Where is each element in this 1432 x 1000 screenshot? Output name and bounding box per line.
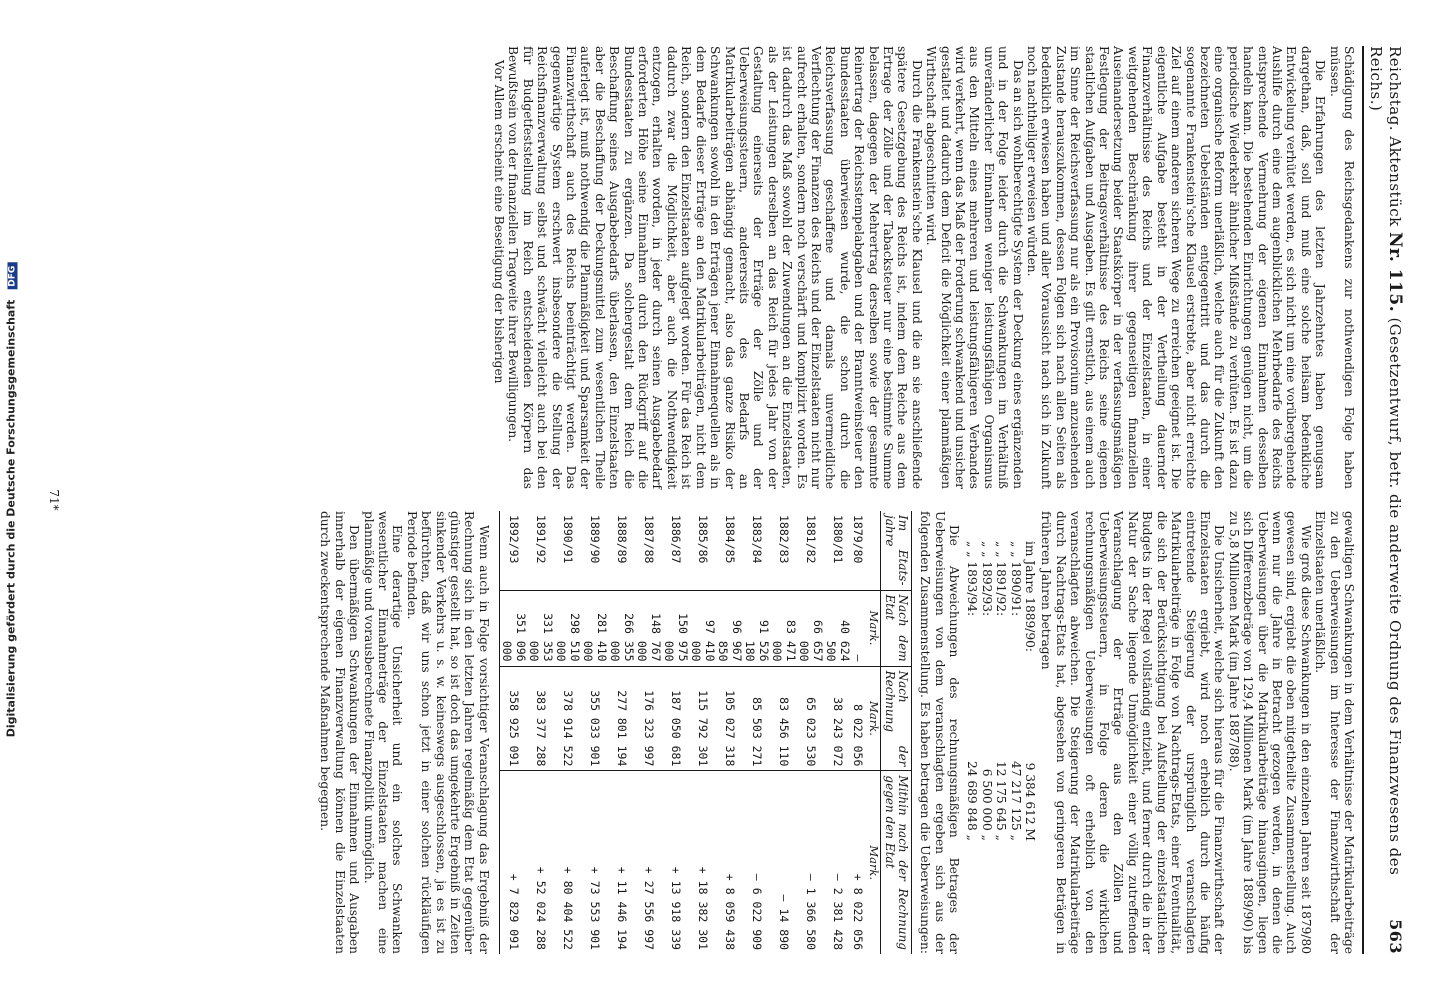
paragraph: Die Erfahrungen des letzten Jahrzehntes haben genugsam dargethan, daß, soll und muß eine solche heilsam bedenkliche Entwickelung verhütet werden, es sich nicht um eine vorübergehende Aushilfe durch eine dem augenblicklichen Mehrbedarfe des Reichs entsprechende Vermehrung der eigenen Einnahmen desselben handeln kann. Die bestehenden Einrichtungen genügen nicht, um die periodische Wiederkehr ähnlicher Mißstände zu verhüten. Es ist dazu eine organische Reform unerläßlich, welche auch für die Zukunft den bezeichneten Uebelständen entgegentritt und das durch die sogenannte Frankenstein'sche Klausel erstrebte, aber nicht erreichte Ziel auf einem anderen sicheren Wege zu erreichen geeignet ist. Die eigentliche Aufgabe besteht in der Vertheilung dauernder Finanzverhältnisse des Reichs und der Einzelstaaten, in einer weitgehenden Beschränkung ihrer gegenseitigen finanziellen Auseinandersetzung beider Staatskörper in der verfassungsmäßigen Festlegung der Beitragsverhältnisse des Reichs seine eigenen staatlichen Aufgaben und Ausgaben. Es gilt ernstlich, aus einem auch im Sinne der Reichsverfassung nur als ein Provisorium anzusehenden Zustande herauszukommen, dessen Folgen sich nach allen Seiten als bedenklich erwiesen haben und aller Voraussicht nach sich in Zukunft noch nachtheiliger erweisen würden. <box>1025 46 1328 489</box>
unit-cell: Mark. <box>864 771 880 954</box>
diff-sign: — <box>777 894 792 902</box>
diff-sign: + <box>534 866 549 874</box>
paragraph: Wie groß diese Schwankungen in den einzelnen Jahren seit 1879/80 gewesen sind, ergiebt die oben mitgetheilte Zusammenstellung. Auch wenn nur die Jahre in Betracht gezogen werden, in denen die Ueberweisungen über die Matrikularbeiträge hinausgingen, liegen sich Differenzbeträge von 129,4 Millionen Mark (im Jahre 1889/90) bis zu 5,8 Millionen Mark (im Jahre 1887/88). <box>1226 511 1313 954</box>
table-row <box>499 511 527 954</box>
table-row <box>797 511 824 954</box>
cell-etat: 40 624 500 <box>824 590 851 666</box>
diff-sign: — <box>831 873 846 881</box>
diff-value: 2 381 428 <box>831 887 846 950</box>
diff-value: 14 890 <box>777 908 792 950</box>
dfg-logo: DFG <box>8 263 18 290</box>
diff-value: 13 918 339 <box>669 880 684 950</box>
increase-amount: 12 175 645 <box>994 761 1009 831</box>
increase-unit: M <box>1023 828 1038 841</box>
diff-sign: + <box>615 866 630 874</box>
cell-year: 1880/81 <box>831 515 846 564</box>
diff-sign: + <box>696 866 711 874</box>
increase-row <box>1023 541 1037 841</box>
cell-rechnung: 83 456 110 <box>770 666 797 771</box>
cell-diff <box>527 771 554 954</box>
cell-diff <box>635 771 662 954</box>
cell-diff <box>851 771 865 954</box>
diff-value: 8 022 056 <box>851 887 866 950</box>
cell-year: 1885/86 <box>696 515 711 564</box>
table-row <box>824 511 851 954</box>
cell-diff <box>770 771 797 954</box>
cell-year: 1884/85 <box>723 515 738 564</box>
cell-year: 1886/87 <box>669 515 684 564</box>
cell-etat: 148 767 000 <box>635 590 662 666</box>
unit-row <box>864 511 880 954</box>
cell-rechnung: 115 792 301 <box>689 666 716 771</box>
cell-year: 1881/82 <box>804 515 819 564</box>
paragraph: Durch die Frankenstein'sche Klausel und die an sie anschließende spätere Gesetzgebung des Reichs ist, indem dem Reiche aus dem Ertrage der Zölle und der Tabacksteuer nur eine bestimmte Summe belassen, dagegen der Mehrertrag derselben sowie der gesammte Reinertrag der Reichsstempelabgaben und der Branntweinsteuer den Bundesstaaten überwiesen wurde, die schon durch die Reichsverfassung geschaffene und damals unvermeidliche Verflechtung der Finanzen des Reichs und der Einzelstaaten nicht nur aufrecht erhalten, sondern noch verschärft und komplizirt worden. Es ist dadurch das Maß sowohl der Zuwendungen an die Einzelstaaten, als der Leistungen derselben an das Reich für jedes Jahr von der Gestaltung einerseits der Erträge der Zölle und der Ueberweisungssteuern, andererseits des Bedarfs an Matrikularbeiträgen abhängig gemacht, also das ganze Risiko der Schwankungen sowohl in den Erträgen jener Einnahmequellen als in dem Bedarfe dieser Erträge an den Matrikularbeiträgen, nicht dem Reich, sondern den Einzelstaaten aufgelegt worden. Für das Reich ist dadurch zwar die Möglichkeit, aber auch die Nothwendigkeit entzogen, erhalten worden, in jeder durch seinen Ausgabebedarf erforderten Höhe seine Einnahmen durch den Rückgriff auf die Bundesstaaten zu ergänzen. Da solchergestalt dem Reich die Beschaffung seines Ausgabebedarfs überlassen, den Einzelstaaten aber die Beschaffung der Deckungsmittel zum wesentlichen Theile auferlegt ist, muß nothwendig die Planmäßigkeit und Sparsamkeit der Finanzwirthschaft auch des Reichs beeinträchtigt werden. Das gegenwärtige System erschwert insbesondere die Stellung der Reichsfinanzverwaltung selbst und schwächt vielleicht auch bei den für Budgetfeststellung im Reich entscheidenden Körpern das Bewußtsein von der finanziellen Tragweite ihrer Bewilligungen. <box>506 46 924 489</box>
diff-value: 18 382 301 <box>696 880 711 950</box>
cell-diff <box>554 771 581 954</box>
cell-year: 1891/92 <box>534 515 549 564</box>
page-header <box>1362 46 1405 954</box>
cell-etat: 266 355 000 <box>608 590 635 666</box>
diff-sign: + <box>669 866 684 874</box>
diff-value: 7 829 091 <box>507 887 522 950</box>
cell-year: 1887/88 <box>642 515 657 564</box>
table-row <box>689 511 716 954</box>
cell-etat: 298 510 000 <box>554 590 581 666</box>
header-left: Reichstag. Aktenstück <box>1386 46 1404 227</box>
increase-amount: 9 384 612 <box>1023 762 1038 825</box>
increase-year: „ „ 1892/93: <box>979 541 994 617</box>
cell-year: 1892/93 <box>499 511 527 590</box>
cell-etat: 66 657 000 <box>797 590 824 666</box>
cell-year: 1882/83 <box>777 515 792 564</box>
diff-sign: + <box>723 873 738 881</box>
diff-value: 6 022 909 <box>750 887 765 950</box>
cell-rechnung: 8 022 056 <box>851 666 865 771</box>
diff-sign: + <box>588 866 603 874</box>
increase-unit: „ <box>1008 834 1023 841</box>
diff-sign: + <box>561 866 576 874</box>
page-footer: 71* <box>47 489 61 511</box>
cell-etat: 97 410 000 <box>689 590 716 666</box>
cell-rechnung: 383 377 288 <box>527 666 554 771</box>
increase-unit: „ <box>965 834 980 841</box>
right-column-intro <box>1039 511 1356 954</box>
paragraph: Den übermäßigen Schwankungen der Einnahmen und Ausgaben innerhalb der eigenen Finanzverwaltung können die Einzelstaaten durch zweckentsprechende Maßnahmen begegnen. <box>318 511 362 954</box>
diff-value: 73 553 901 <box>588 880 603 950</box>
table-row <box>662 511 689 954</box>
nachtrag-increase-list <box>965 541 1037 954</box>
table-row <box>635 511 662 954</box>
cell-diff <box>689 771 716 954</box>
increase-year: „ „ 1893/94: <box>965 541 980 617</box>
header-title <box>1367 46 1405 919</box>
cell-year: 1883/84 <box>750 515 765 564</box>
column-header: Nach dem Etat <box>880 590 911 666</box>
increase-year: „ „ 1891/92: <box>994 541 1009 617</box>
increase-amount: 24 689 848 <box>965 761 980 831</box>
cell-year: 1879/80 <box>851 515 866 564</box>
cell-etat: 351 096 000 <box>499 590 527 666</box>
cell-rechnung: 277 801 194 <box>608 666 635 771</box>
right-column-outro <box>318 511 491 954</box>
cell-year: 1890/91 <box>561 515 576 564</box>
cell-etat: 96 967 850 <box>716 590 743 666</box>
cell-year: 1888/89 <box>615 515 630 564</box>
cell-rechnung: 187 050 681 <box>662 666 689 771</box>
paragraph: Das an sich wohlberechtigte System der Deckung eines ergänzenden und in der Folge leider durch die Schwankungen im Verhältniß unveränderlicher Einnahmen weniger leistungsfähigen Organismus aus den Mitteln eines mehreren und leistungsfähigeren Verbandes wird verkehrt, wenn das Maß der Forderung schwankend und unsicher gestaltet und dadurch dem Deficit die Möglichkeit einer planmäßigen Wirthschaft abgeschnitten wird. <box>924 46 1025 489</box>
cell-diff <box>662 771 689 954</box>
cell-rechnung: 176 323 997 <box>635 666 662 771</box>
cell-year: 1889/90 <box>588 515 603 564</box>
diff-value: 1 366 580 <box>804 887 819 950</box>
page-number: 563 <box>1386 919 1405 954</box>
page-body <box>46 46 1356 954</box>
increase-unit: „ <box>994 834 1009 841</box>
cell-rechnung: 358 925 091 <box>499 666 527 771</box>
increase-value <box>965 761 979 841</box>
cell-etat: 331 353 000 <box>527 590 554 666</box>
column-header: Mithin nach der Rechnung gegen den Etat <box>880 771 911 954</box>
cell-etat: — <box>851 590 865 666</box>
increase-row <box>965 541 979 841</box>
diff-sign: — <box>750 873 765 881</box>
cell-etat: 281 410 000 <box>581 590 608 666</box>
diff-value: 11 446 194 <box>615 880 630 950</box>
cell-diff <box>716 771 743 954</box>
table-row <box>770 511 797 954</box>
diff-value: 27 556 997 <box>642 880 657 950</box>
cell-diff <box>743 771 770 954</box>
diff-sign: + <box>642 866 657 874</box>
increase-value <box>1023 763 1037 841</box>
diff-value: 80 404 522 <box>561 880 576 950</box>
cell-rechnung: 85 503 271 <box>743 666 770 771</box>
unit-cell: Mark. <box>864 666 880 771</box>
paragraph: Die Unsicherheit, welche sich hieraus für die Finanzwirthschaft der Einzelstaaten ergiebt, wird noch erheblich durch die häufig eintretende Steigerung der ursprünglich veranschlagten Matrikularbeiträge in Folge von Nachtrags-Etats, einer Eventualität, die sich der Berücksichtigung bei Aufstellung der einzelstaatlichen Budgets in der Regel vollständig entzieht, und ferner durch die in der Natur der Sache liegende Unmöglichkeit einer völlig zutreffenden Veranschlagung der Erträge aus den Zöllen und Ueberweisungssteuern, in Folge deren die wirklichen rechnungsmäßigen Ueberweisungen oft erheblich von den veranschlagten abweichen. Die Steigerung der Matrikularbeiträge durch Nachtrags-Etats hat, abgesehen von geringeren Beträgen in früheren Jahren betragen <box>1039 511 1227 954</box>
cell-rechnung: 378 914 522 <box>554 666 581 771</box>
paragraph: gewaltigen Schwankungen in dem Verhältnisse der Matrikularbeiträge zu den Ueberweisungen im Interesse der Finanzwirthschaft der Einzelstaaten unerläßlich. <box>1313 511 1356 954</box>
paragraph: Wenn auch in Folge vorsichtiger Veranschlagung das Ergebniß der Rechnung sich in den letzten Jahren regelmäßig dem Etat gegenüber günstiger gestellt hat, so ist doch das umgekehrte Ergebniß in Zeiten sinkender Verkehrs u. s. w. keineswegs ausgeschlossen, ja es ist zu befürchten, daß wir uns schon jetzt in einer solchen rückläufigen Periode befinden. <box>404 511 491 954</box>
cell-etat: 91 526 180 <box>743 590 770 666</box>
column-header: Nach der Rechnung <box>880 666 911 771</box>
increase-value <box>994 761 1008 841</box>
cell-etat: 150 975 000 <box>662 590 689 666</box>
paragraph: Vor Allem erscheint eine Beseitigung der bisherigen <box>492 60 507 384</box>
cell-rechnung: 38 243 072 <box>824 666 851 771</box>
increase-value <box>1008 761 1022 841</box>
column-header: Im Etats-jahre <box>880 511 911 590</box>
increase-row <box>994 541 1008 841</box>
increase-amount: 6 500 000 <box>979 768 994 831</box>
diff-value: 52 024 288 <box>534 880 549 950</box>
increase-row <box>1008 541 1022 841</box>
table-row <box>851 511 865 954</box>
right-column <box>46 511 1356 954</box>
cell-rechnung: 65 023 530 <box>797 666 824 771</box>
diff-sign: + <box>851 873 866 881</box>
scanned-page <box>33 20 1413 980</box>
cell-diff <box>581 771 608 954</box>
credit-text: Digitalisierung gefördert durch die Deutsche Forschungsgemeinschaft <box>4 299 18 738</box>
increase-row <box>979 541 993 841</box>
transfers-table <box>499 511 912 954</box>
table-row <box>581 511 608 954</box>
table-row <box>527 511 554 954</box>
table-row <box>554 511 581 954</box>
paragraph: Schädigung des Reichsgedankens zur nothwendigen Folge haben müssen. <box>1327 46 1356 489</box>
cell-rechnung: 355 033 901 <box>581 666 608 771</box>
unit-cell <box>864 511 880 590</box>
cell-etat: 83 471 000 <box>770 590 797 666</box>
increase-amount: 47 217 125 <box>1008 761 1023 831</box>
diff-sign: — <box>804 873 819 881</box>
table-row <box>716 511 743 954</box>
diff-sign: + <box>507 873 522 881</box>
paragraph: Eine derartige Unsicherheit und ein solches Schwanken wesentlicher Einnahmeträge der Einzelstaaten machen eine planmäßige und vorausberechnete Finanzpolitik unmöglich. <box>361 511 405 954</box>
diff-value: 8 059 438 <box>723 887 738 950</box>
increase-value <box>979 769 993 841</box>
increase-year: „ „ 1890/91: <box>1008 541 1023 617</box>
left-column <box>46 46 1356 489</box>
unit-cell: Mark. <box>864 590 880 666</box>
header-number: Nr. 115. <box>1385 231 1405 313</box>
digitization-credit <box>0 0 22 1000</box>
increase-year: im Jahre 1889/90: <box>1023 541 1038 652</box>
cell-diff <box>499 771 527 954</box>
cell-diff <box>797 771 824 954</box>
table-row <box>608 511 635 954</box>
table-header-row <box>880 511 911 954</box>
header-rest: (Gesetzentwurf, betr. die anderweite Ordnung des Finanzwesens des Reichs.) <box>1367 46 1404 876</box>
table-body <box>499 511 880 954</box>
table-row <box>743 511 770 954</box>
cell-rechnung: 105 027 318 <box>716 666 743 771</box>
cell-diff <box>608 771 635 954</box>
increase-unit: „ <box>979 834 994 841</box>
table-intro-paragraph: Die Abweichungen des rechnungsmäßigen Betrages der Ueberweisungen von dem veranschlagten ergeben sich aus der folgenden Zusammenstellung. Es haben betragen die Ueberweisungen: <box>918 511 962 954</box>
cell-diff <box>824 771 851 954</box>
